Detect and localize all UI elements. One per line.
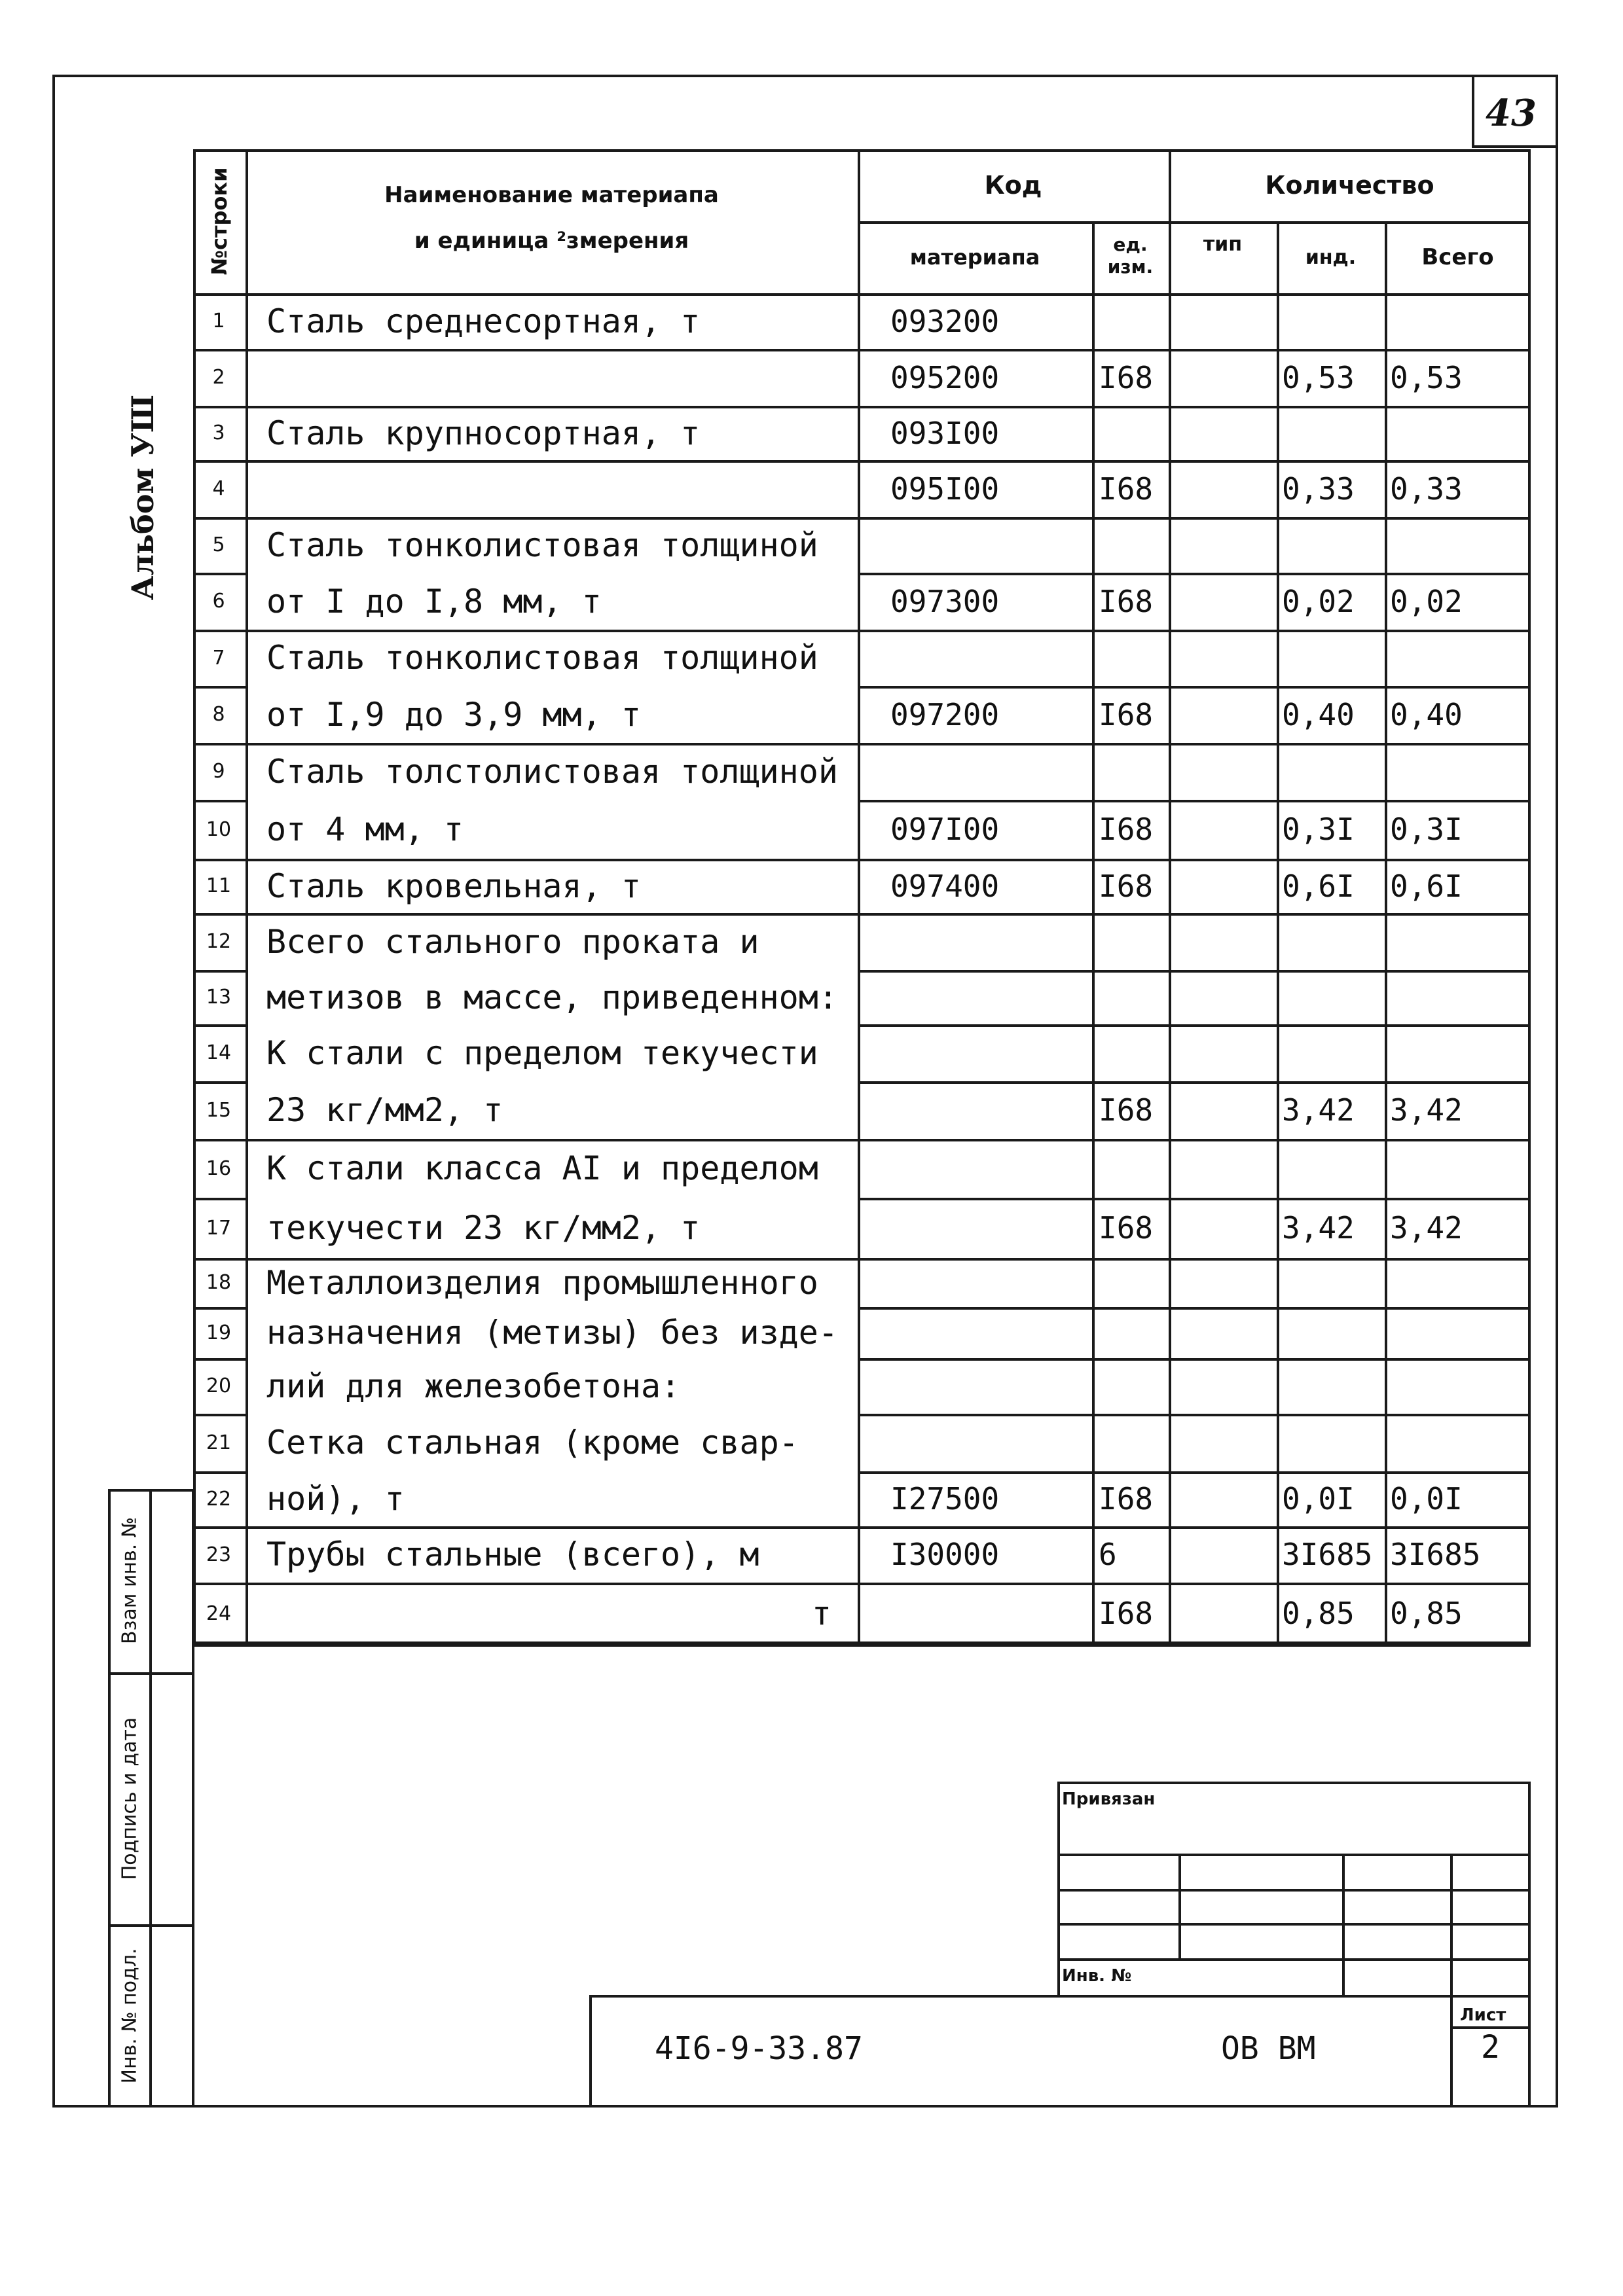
- row-name: Сетка стальная (кроме свар-: [266, 1424, 799, 1462]
- row-number: 9: [212, 760, 225, 783]
- header-code-material: материапа: [909, 245, 1040, 270]
- row-unit: I68: [1099, 868, 1154, 904]
- row-number: 22: [206, 1487, 232, 1511]
- row-number: 23: [206, 1543, 232, 1566]
- row-number: 14: [206, 1041, 232, 1064]
- row-ind: 0,6I: [1282, 868, 1355, 904]
- row-number: 5: [212, 533, 225, 556]
- row-total: 3I685: [1390, 1537, 1481, 1572]
- row-number: 6: [212, 590, 225, 613]
- header-qty-total: Всего: [1421, 244, 1494, 270]
- row-ind: 0,40: [1282, 696, 1355, 732]
- row-code: I27500: [890, 1481, 1000, 1516]
- header-quantity: Количество: [1265, 171, 1434, 200]
- row-name: метизов в массе, приведенном:: [266, 978, 838, 1016]
- row-ind: 3,42: [1282, 1210, 1355, 1246]
- row-code: 097I00: [890, 812, 1000, 847]
- row-number: 17: [206, 1216, 232, 1240]
- row-unit: I68: [1099, 812, 1154, 847]
- row-total: 0,33: [1390, 471, 1463, 507]
- header-qty-ind: инд.: [1305, 245, 1357, 269]
- side-label-podpis: Подпись и дата: [118, 1717, 141, 1880]
- row-number: 15: [206, 1098, 232, 1122]
- row-total: 0,53: [1390, 359, 1463, 395]
- row-name: текучести 23 кг/мм2, т: [266, 1209, 701, 1247]
- row-name: от 4 мм, т: [266, 810, 464, 848]
- row-name: от I до I,8 мм, т: [266, 582, 602, 620]
- row-unit: I68: [1099, 1596, 1154, 1631]
- header-code: Код: [984, 171, 1042, 200]
- row-code: 095I00: [890, 471, 1000, 507]
- row-total: 0,02: [1390, 583, 1463, 619]
- row-total: 0,3I: [1390, 812, 1463, 847]
- album-label: Альбом УШ: [125, 394, 160, 601]
- row-number: 4: [212, 477, 225, 500]
- row-code: I30000: [890, 1537, 1000, 1572]
- document-code: 4I6-9-33.87: [655, 2030, 863, 2067]
- row-ind: 0,02: [1282, 583, 1355, 619]
- row-total: 0,85: [1390, 1596, 1463, 1631]
- row-number: 19: [206, 1321, 232, 1344]
- sheet-label: Лист: [1460, 2005, 1506, 2025]
- row-name: т: [811, 1594, 831, 1632]
- row-total: 3,42: [1390, 1092, 1463, 1128]
- side-label-vzam: Взам инв. №: [118, 1516, 141, 1645]
- row-number: 20: [206, 1374, 232, 1397]
- row-number: 16: [206, 1157, 232, 1180]
- row-ind: 3,42: [1282, 1092, 1355, 1128]
- row-name: Сталь крупносортная, т: [266, 414, 701, 452]
- row-unit: I68: [1099, 1092, 1154, 1128]
- row-total: 0,6I: [1390, 868, 1463, 904]
- row-name: Сталь тонколистовая толщиной: [266, 639, 818, 677]
- row-code: 093200: [890, 303, 1000, 339]
- row-unit: I68: [1099, 583, 1154, 619]
- row-number: 24: [206, 1602, 232, 1625]
- row-ind: 0,0I: [1282, 1481, 1355, 1516]
- row-number: 8: [212, 703, 225, 726]
- row-name: Сталь тонколистовая толщиной: [266, 526, 818, 564]
- page-number: 43: [1486, 92, 1537, 135]
- inv-no-label: Инв. №: [1062, 1966, 1132, 1986]
- row-unit: I68: [1099, 1481, 1154, 1516]
- header-row-no: №строки: [207, 167, 232, 276]
- privyazan-label: Привязан: [1062, 1789, 1156, 1809]
- document-mark: ОВ ВМ: [1221, 2030, 1316, 2067]
- header-code-unit-2: изм.: [1107, 255, 1154, 278]
- row-code: 097400: [890, 868, 1000, 904]
- row-name: К стали с пределом текучести: [266, 1033, 818, 1072]
- header-name-line1: Наименование материапа: [384, 182, 719, 208]
- header-code-unit-1: ед.: [1113, 233, 1148, 255]
- header-qty-type: тип: [1203, 232, 1243, 256]
- row-number: 13: [206, 986, 232, 1009]
- row-name: лий для железобетона:: [266, 1367, 681, 1405]
- row-name: Трубы стальные (всего), м: [266, 1535, 759, 1573]
- row-name: ной), т: [266, 1480, 405, 1518]
- row-unit: I68: [1099, 471, 1154, 507]
- row-number: 11: [206, 874, 232, 897]
- header-name-line2: и единица ²змерения: [414, 228, 689, 254]
- row-code: 097200: [890, 696, 1000, 732]
- row-name: Сталь среднесортная, т: [266, 302, 701, 340]
- row-total: 0,40: [1390, 696, 1463, 732]
- row-number: 18: [206, 1271, 232, 1294]
- row-unit: I68: [1099, 1210, 1154, 1246]
- row-code: 097300: [890, 583, 1000, 619]
- row-name: назначения (метизы) без изде-: [266, 1314, 838, 1352]
- sheet-number: 2: [1481, 2029, 1500, 2066]
- row-ind: 0,85: [1282, 1596, 1355, 1631]
- row-name: 23 кг/мм2, т: [266, 1091, 503, 1129]
- row-name: К стали класса AI и пределом: [266, 1149, 818, 1187]
- side-label-inv-podl: Инв. № подл.: [118, 1948, 141, 2084]
- row-ind: 0,3I: [1282, 812, 1355, 847]
- row-name: Сталь кровельная, т: [266, 867, 641, 905]
- row-unit: 6: [1099, 1537, 1117, 1572]
- row-name: Металлоизделия промышленного: [266, 1263, 818, 1302]
- row-ind: 0,53: [1282, 359, 1355, 395]
- row-total: 0,0I: [1390, 1481, 1463, 1516]
- row-name: от I,9 до 3,9 мм, т: [266, 695, 641, 734]
- row-ind: 0,33: [1282, 471, 1355, 507]
- row-number: 21: [206, 1431, 232, 1454]
- row-code: 095200: [890, 359, 1000, 395]
- row-unit: I68: [1099, 359, 1154, 395]
- row-total: 3,42: [1390, 1210, 1463, 1246]
- row-name: Всего стального проката и: [266, 922, 759, 961]
- row-number: 3: [212, 422, 225, 444]
- row-number: 7: [212, 646, 225, 670]
- row-number: 10: [206, 817, 232, 841]
- row-number: 2: [212, 366, 225, 389]
- row-ind: 3I685: [1282, 1537, 1373, 1572]
- row-number: 12: [206, 930, 232, 953]
- row-name: Сталь толстолистовая толщиной: [266, 752, 838, 791]
- row-code: 093I00: [890, 415, 1000, 451]
- row-unit: I68: [1099, 696, 1154, 732]
- row-number: 1: [212, 310, 225, 332]
